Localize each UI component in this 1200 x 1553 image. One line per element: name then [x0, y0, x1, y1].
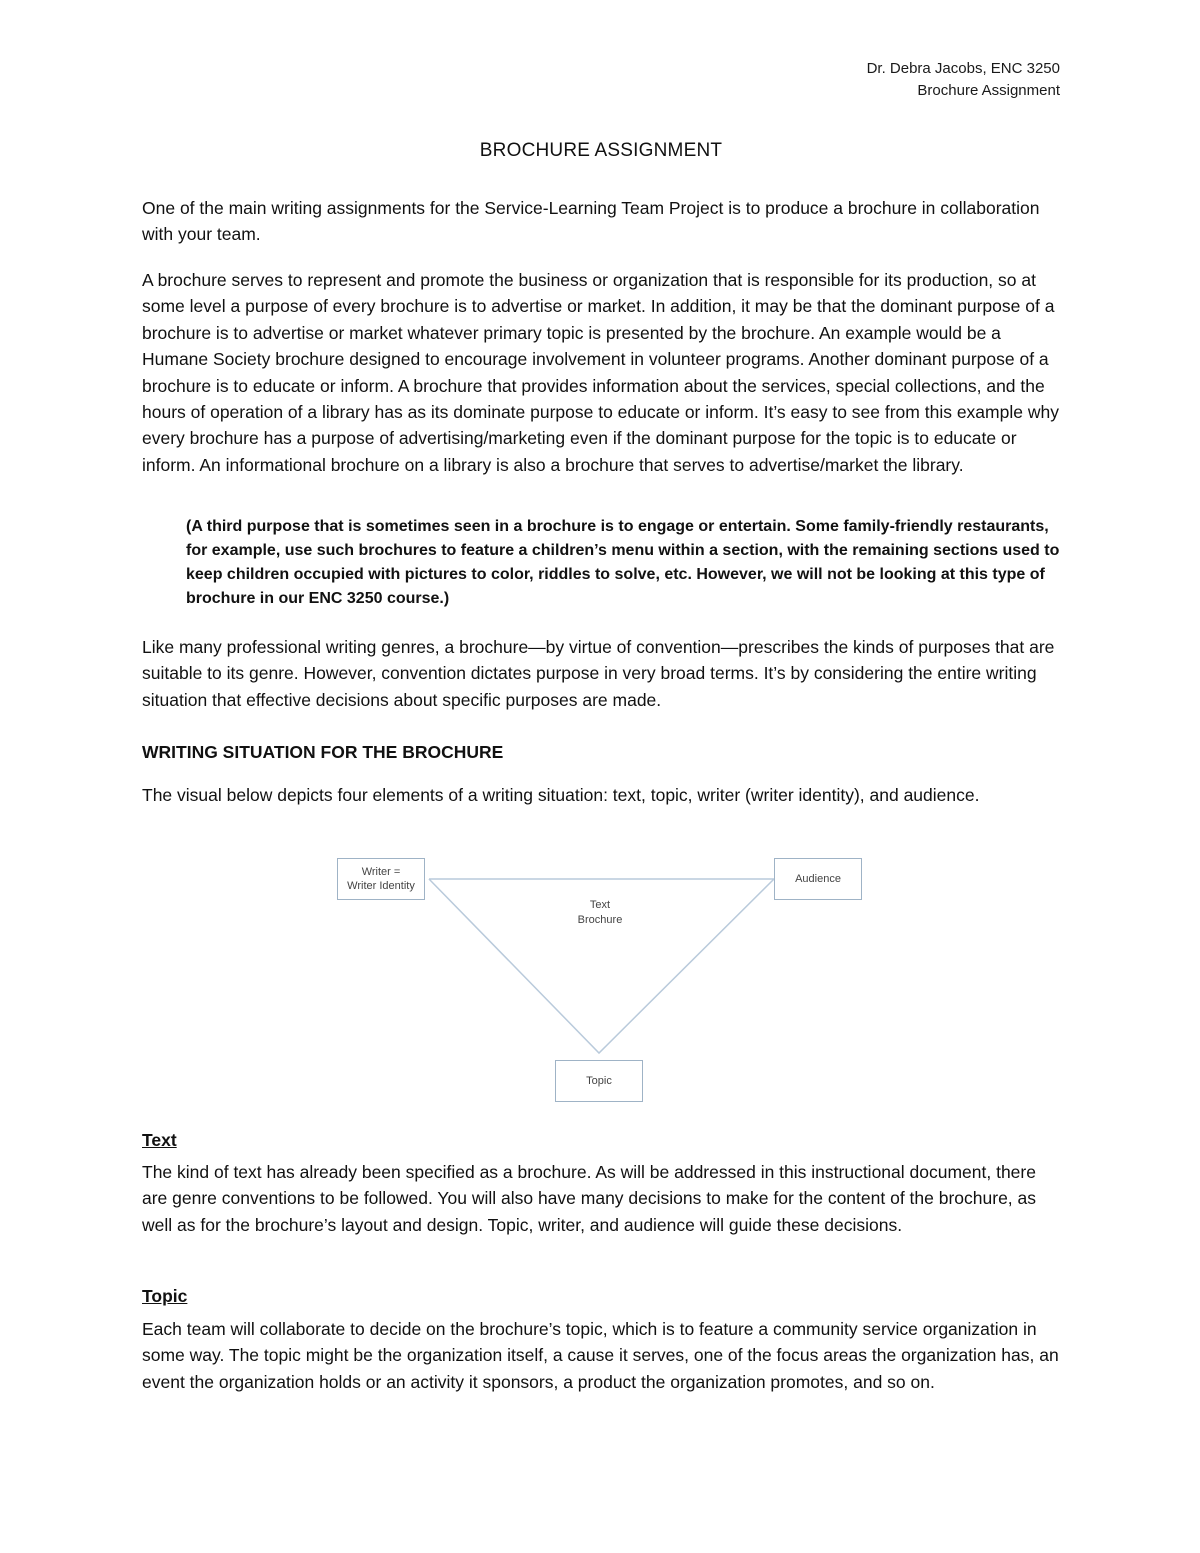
center-label-line2: Brochure — [577, 914, 623, 926]
writing-situation-diagram — [337, 857, 867, 1107]
writer-box — [337, 858, 425, 900]
genre-paragraph: Like many professional writing genres, a brochure—by virtue of convention—prescribes the kinds of purposes that are suitable to its genre. However, convention dictates purpose in very broad terms. It’s by considering the entire writing situation that effective decisions about specific purposes are made. — [142, 637, 1055, 710]
third-purpose-note: (A third purpose that is sometimes seen in a brochure is to engage or entertain. Some family-friendly restaurants, for example, use such brochures to feature a children’s menu within a section, with the remaining sections used to keep children occupied with pictures to color, riddles to solve, etc. However, we will not be looking at this type of brochure in our ENC 3250 course.) — [186, 518, 1060, 607]
audience-box — [774, 858, 862, 900]
page-title: BROCHURE ASSIGNMENT — [479, 140, 723, 161]
document-page — [142, 0, 1060, 1553]
writing-situation-heading: WRITING SITUATION FOR THE BROCHURE — [142, 742, 504, 762]
text-section-paragraph: The kind of text has already been specified as a brochure. As will be addressed in this instructional document, there are genre conventions to be followed. You will also have many decisions to make for the content of the brochure, as well as for the brochure’s layout and design. Topic, writer, and audience will guide these decisions. — [142, 1162, 1037, 1235]
writer-label-line1: Writer = — [361, 866, 401, 878]
header-author-course: Dr. Debra Jacobs, ENC 3250 — [866, 60, 1060, 77]
topic-label: Topic — [586, 1075, 612, 1087]
intro-paragraph: One of the main writing assignments for the Service-Learning Team Project is to produce a brochure in collaboration with your team. — [142, 198, 1040, 245]
purpose-paragraph: A brochure serves to represent and promote the business or organization that is responsible for its production, so at some level a purpose of every brochure is to advertise or market. In addition, it may be that the dominant purpose of a brochure is to advertise or market whatever primary topic is presented by the brochure. An example would be a Humane Society brochure designed to encourage involvement in volunteer programs. Another dominant purpose of a brochure is to educate or inform. A brochure that provides information about the services, special collections, and the hours of operation of a library has as its dominate purpose to educate or inform. It’s easy to see from this example why every brochure has a purpose of advertising/marketing even if the dominant purpose for the topic is to educate or inform. An informational brochure on a library is also a brochure that serves to advertise/market the library. — [142, 270, 1059, 475]
center-label-line1: Text — [589, 899, 611, 911]
audience-label: Audience — [795, 873, 841, 885]
text-subheading: Text — [142, 1130, 177, 1150]
page-header — [867, 58, 1060, 102]
visual-intro-paragraph: The visual below depicts four elements of a writing situation: text, topic, writer (writer identity), and audience. — [142, 785, 980, 805]
topic-box — [555, 1060, 643, 1102]
topic-section-paragraph: Each team will collaborate to decide on the brochure’s topic, which is to feature a community service organization in some way. The topic might be the organization itself, a cause it serves, one of the focus areas the organization has, an event the organization holds or an activity it sponsors, a product the organization promotes, and so on. — [142, 1319, 1059, 1392]
header-document-name: Brochure Assignment — [917, 82, 1060, 99]
writer-label-line2: Writer Identity — [347, 880, 415, 892]
topic-subheading: Topic — [142, 1286, 188, 1306]
center-text-label — [567, 898, 633, 928]
